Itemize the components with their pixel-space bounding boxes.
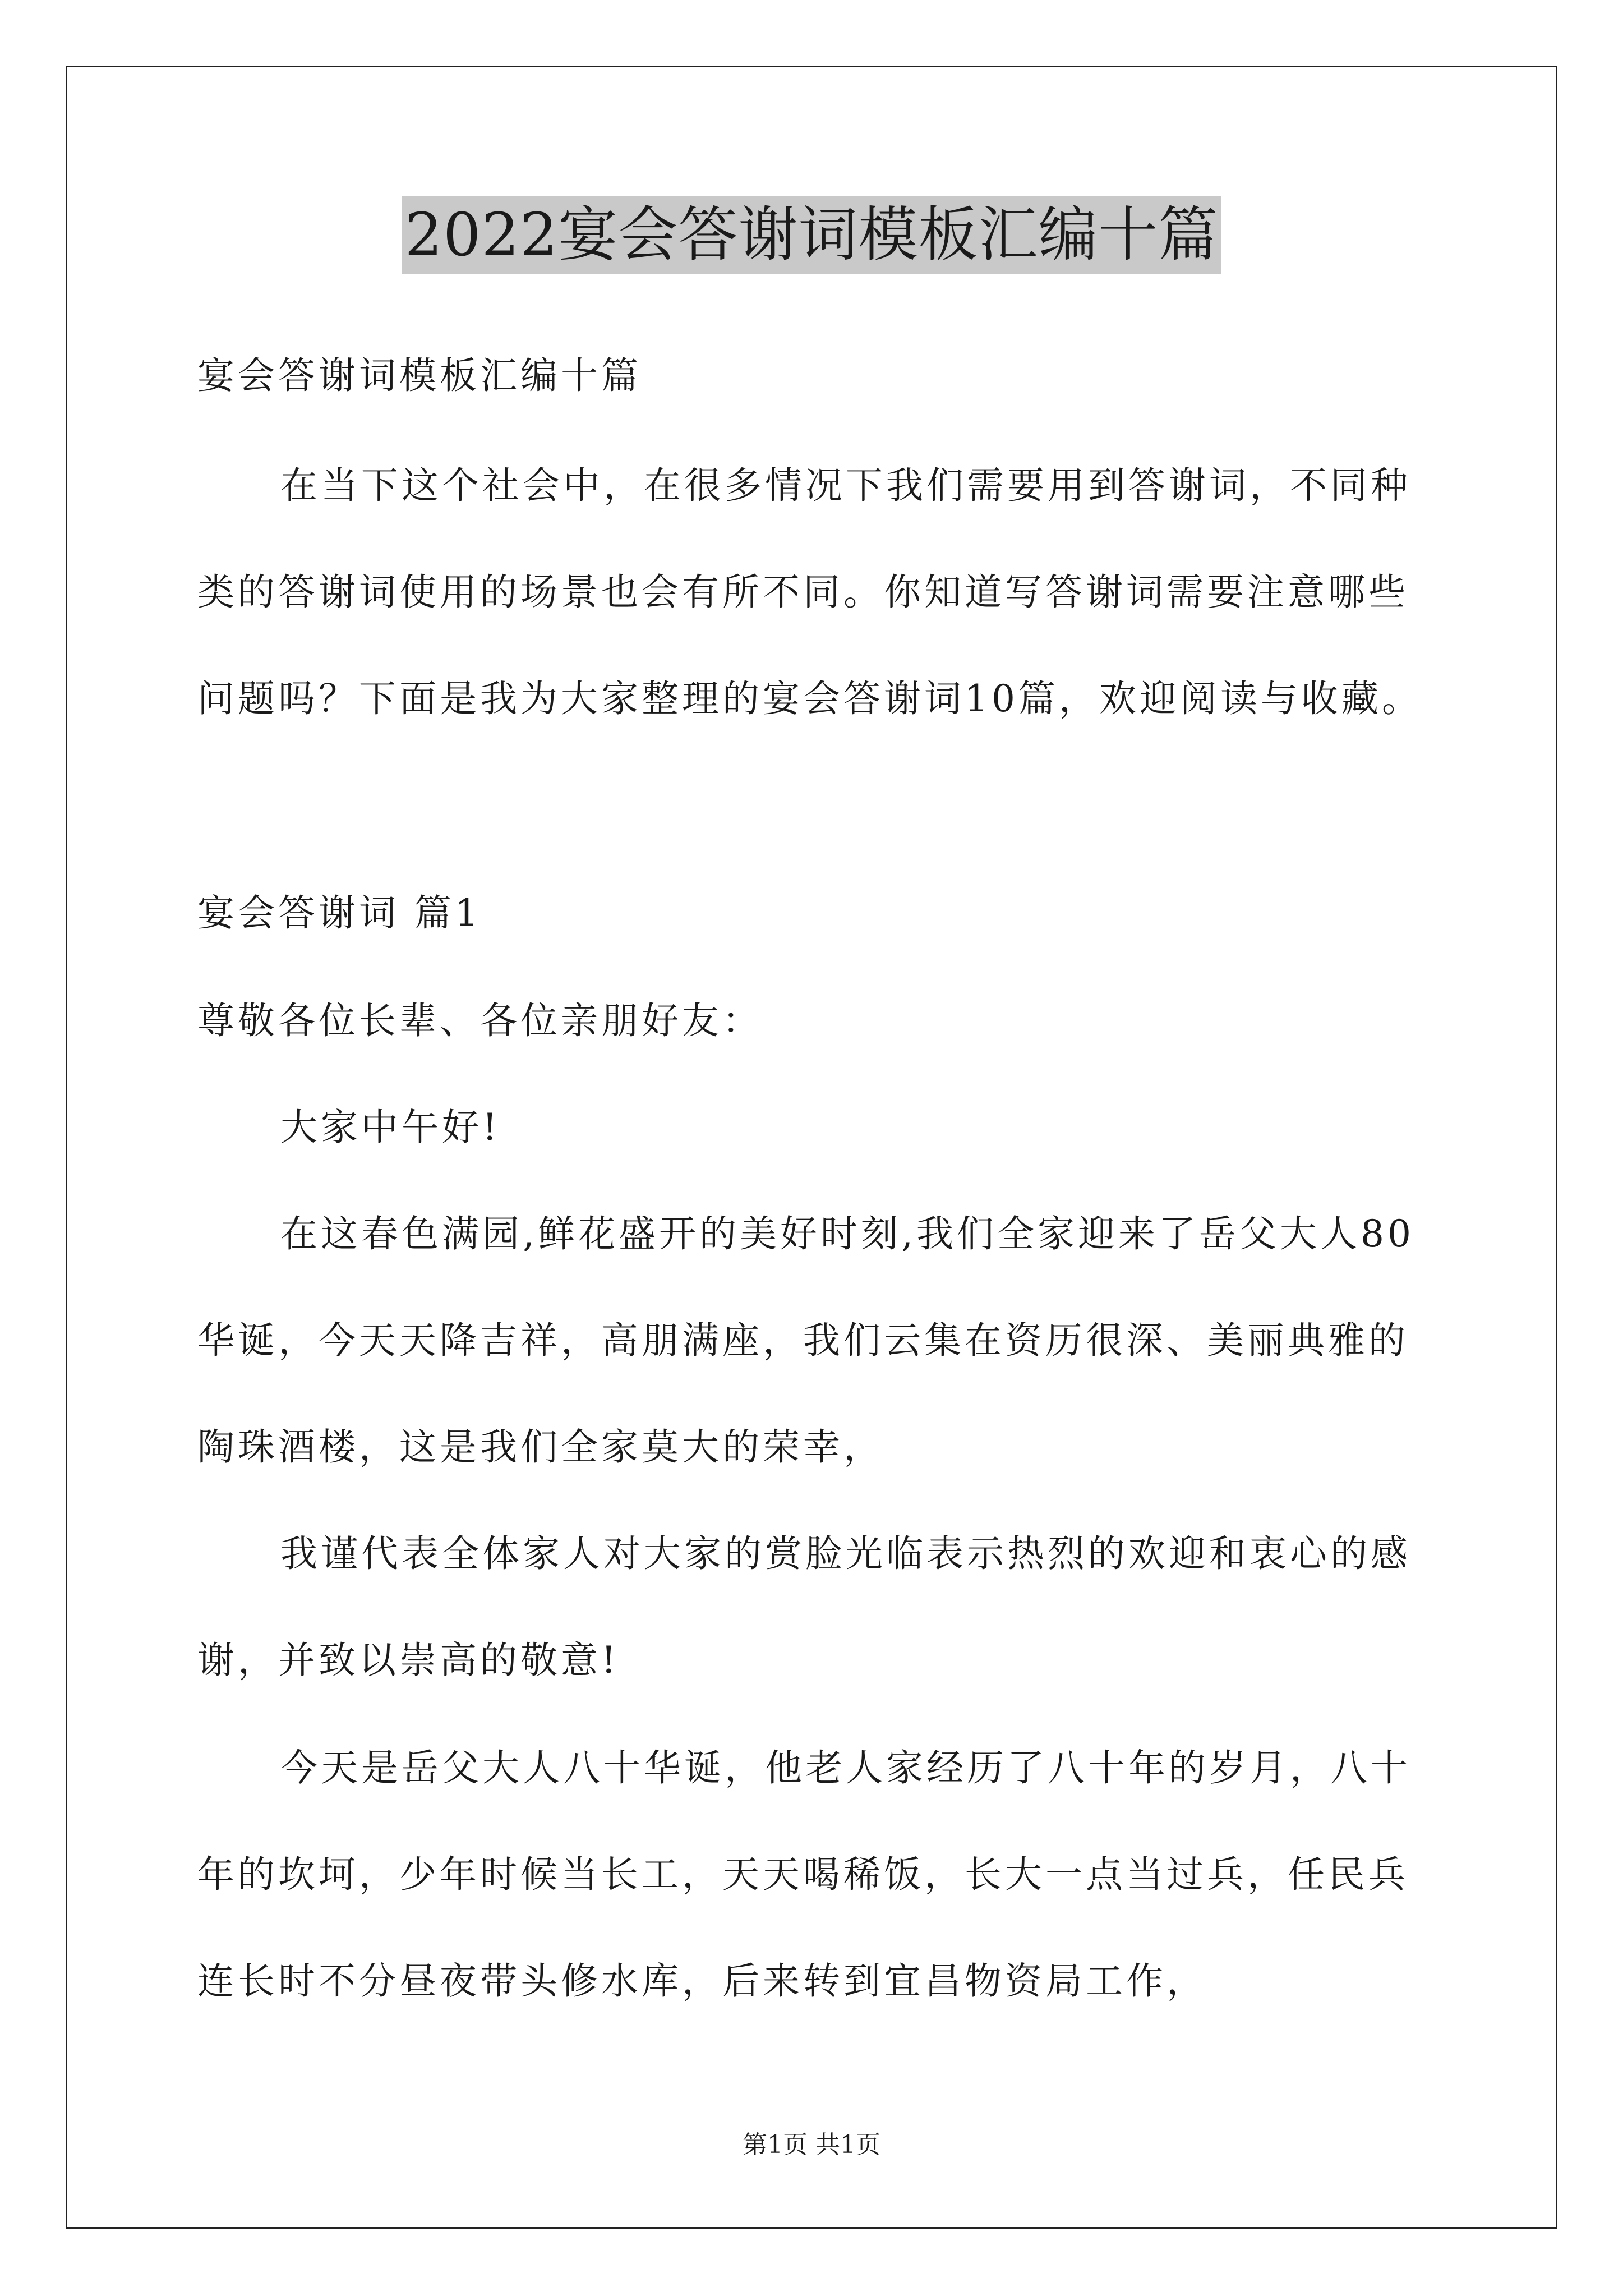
greeting: 大家中午好! <box>280 1106 501 1149</box>
page-footer: 第1页 共1页 <box>743 2131 880 2159</box>
intro-line-2: 类的答谢词使用的场景也会有所不同。你知道写答谢词需要注意哪些 <box>197 570 1409 614</box>
paragraph3-line-1: 今天是岳父大人八十华诞，他老人家经历了八十年的岁月，八十 <box>280 1746 1411 1789</box>
intro-line-1: 在当下这个社会中，在很多情况下我们需要用到答谢词，不同种 <box>280 464 1411 507</box>
section-heading: 宴会答谢词 篇1 <box>197 891 482 935</box>
salutation: 尊敬各位长辈、各位亲朋好友： <box>197 999 763 1042</box>
paragraph1-line-3: 陶珠酒楼，这是我们全家莫大的荣幸， <box>197 1425 884 1469</box>
paragraph2-line-1: 我谨代表全体家人对大家的赏脸光临表示热烈的欢迎和衷心的感 <box>280 1532 1411 1575</box>
paragraph2-line-2: 谢，并致以崇高的敬意! <box>197 1639 620 1682</box>
title-container <box>0 196 1623 274</box>
paragraph3-line-3: 连长时不分昼夜带头修水库，后来转到宜昌物资局工作， <box>197 1959 1207 2003</box>
paragraph1-line-1: 在这春色满园,鲜花盛开的美好时刻,我们全家迎来了岳父大人80 <box>280 1212 1414 1255</box>
document-title: 2022宴会答谢词模板汇编十篇 <box>402 196 1222 274</box>
intro-line-3: 问题吗？下面是我为大家整理的宴会答谢词10篇，欢迎阅读与收藏。 <box>197 677 1422 720</box>
paragraph1-line-2: 华诞，今天天降吉祥，高朋满座，我们云集在资历很深、美丽典雅的 <box>197 1319 1409 1362</box>
paragraph3-line-2: 年的坎坷，少年时候当长工，天天喝稀饭，长大一点当过兵，任民兵 <box>197 1853 1409 1896</box>
document-subtitle: 宴会答谢词模板汇编十篇 <box>197 354 642 397</box>
